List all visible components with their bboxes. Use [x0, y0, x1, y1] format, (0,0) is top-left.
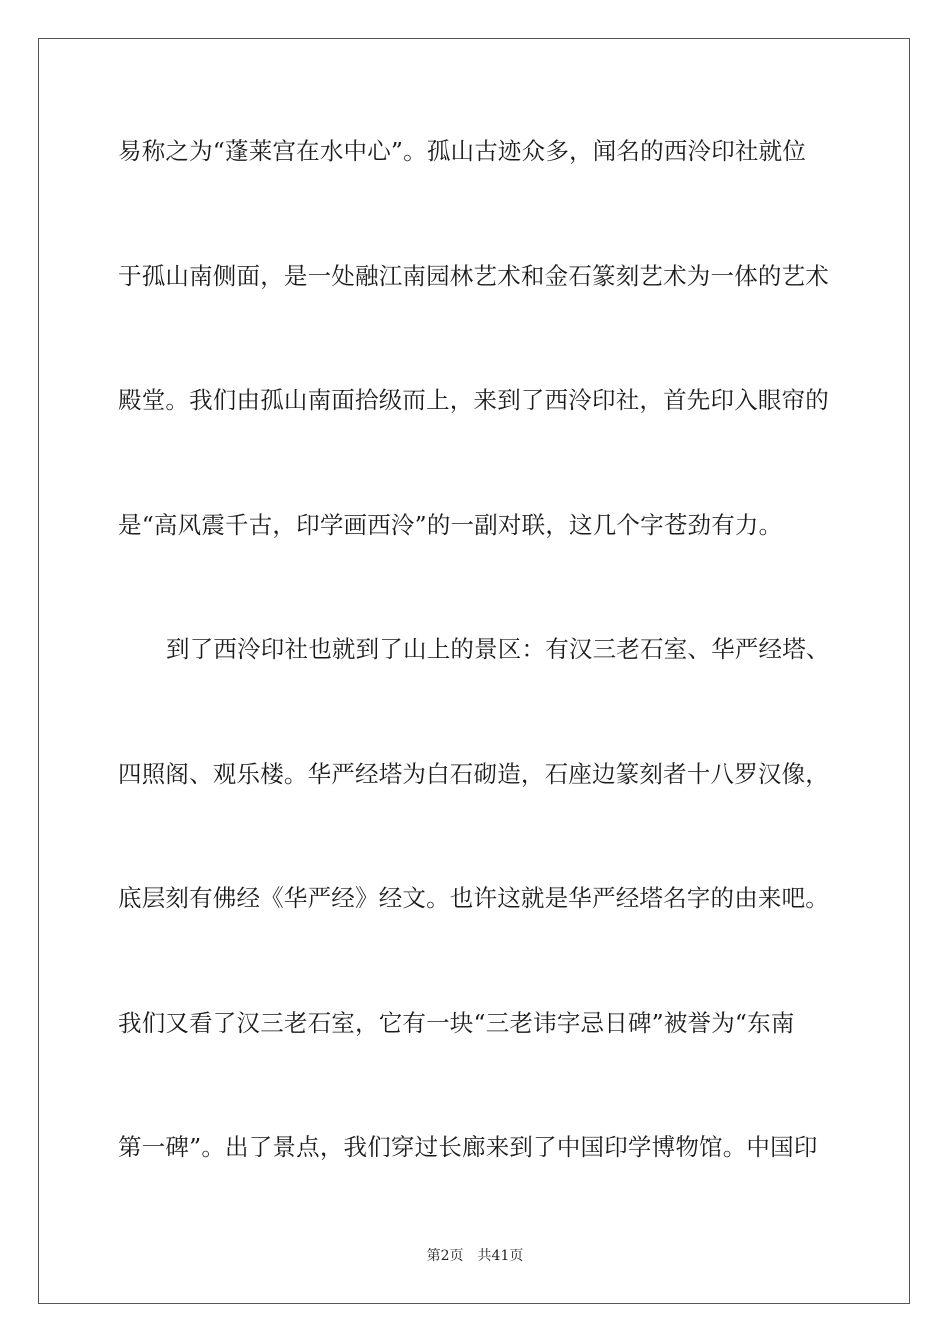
page-number: 第2页 [426, 1248, 464, 1264]
text-line: 底层刻有佛经《华严经》经文。也许这就是华严经塔名字的由来吧。 [118, 884, 829, 912]
paragraph-start-line: 到了西泠印社也就到了山上的景区：有汉三老石室、华严经塔、 [166, 635, 830, 663]
page-total: 共41页 [477, 1248, 524, 1264]
text-line: 四照阁、观乐楼。华严经塔为白石砌造，石座边篆刻者十八罗汉像， [118, 760, 829, 788]
text-line: 殿堂。我们由孤山南面拾级而上，来到了西泠印社，首先印入眼帘的 [118, 386, 829, 414]
text-line: 易称之为“蓬莱宫在水中心”。孤山古迹众多，闻名的西泠印社就位 [118, 137, 807, 165]
text-line: 我们又看了汉三老石室，它有一块“三老讳字忌日碑”被誉为“东南 [118, 1009, 795, 1037]
text-line: 第一碑”。出了景点，我们穿过长廊来到了中国印学博物馆。中国印 [118, 1133, 818, 1161]
text-line: 是“高风震千古，印学画西泠”的一副对联，这几个字苍劲有力。 [118, 511, 783, 539]
page-border [38, 38, 910, 1304]
page-footer [0, 1245, 950, 1265]
text-line: 于孤山南侧面，是一处融江南园林艺术和金石篆刻艺术为一体的艺术 [118, 262, 829, 290]
